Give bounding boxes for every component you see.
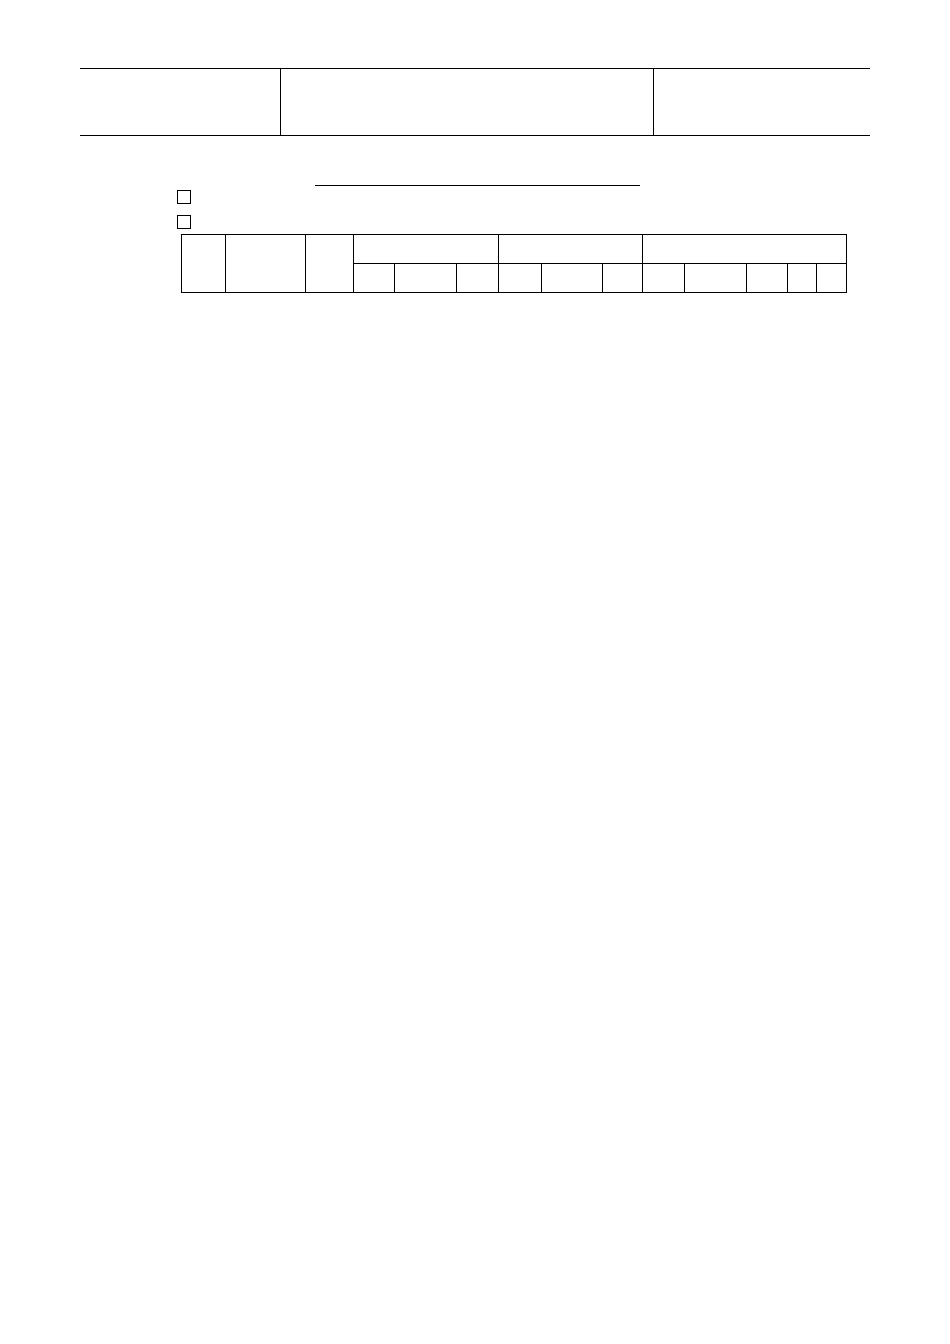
col-header-quantity: [306, 235, 354, 293]
header-motto: [281, 69, 654, 135]
subheader-piece-wage: [499, 264, 542, 293]
subheader-mfg-cost: [747, 264, 788, 293]
group-header-this-month: [499, 235, 643, 264]
checkbox-completed[interactable]: [177, 190, 193, 204]
header-row-group: [182, 235, 847, 264]
subheader-date-to: [817, 264, 847, 293]
subheader-mfg-cost: [457, 264, 499, 293]
checkbox-icon[interactable]: [177, 215, 191, 229]
subheader-piece-wage: [643, 264, 685, 293]
checkbox-icon[interactable]: [177, 190, 191, 204]
group-header-total: [643, 235, 788, 264]
allocation-table: [181, 234, 847, 293]
group-header-production-date: [788, 235, 847, 264]
subheader-other-wage: [685, 264, 747, 293]
col-header-product: [226, 235, 306, 293]
document-header: [80, 68, 870, 136]
subheader-other-wage: [395, 264, 457, 293]
subheader-mfg-cost: [603, 264, 643, 293]
checkbox-incomplete[interactable]: [177, 215, 193, 229]
subheader-piece-wage: [354, 264, 395, 293]
group-header-prev-month: [354, 235, 499, 264]
page-title: [315, 158, 640, 186]
page-indicator: [654, 69, 870, 135]
subheader-other-wage: [542, 264, 603, 293]
header-info: [80, 69, 281, 135]
subheader-date-from: [788, 264, 817, 293]
col-header-batch: [182, 235, 226, 293]
